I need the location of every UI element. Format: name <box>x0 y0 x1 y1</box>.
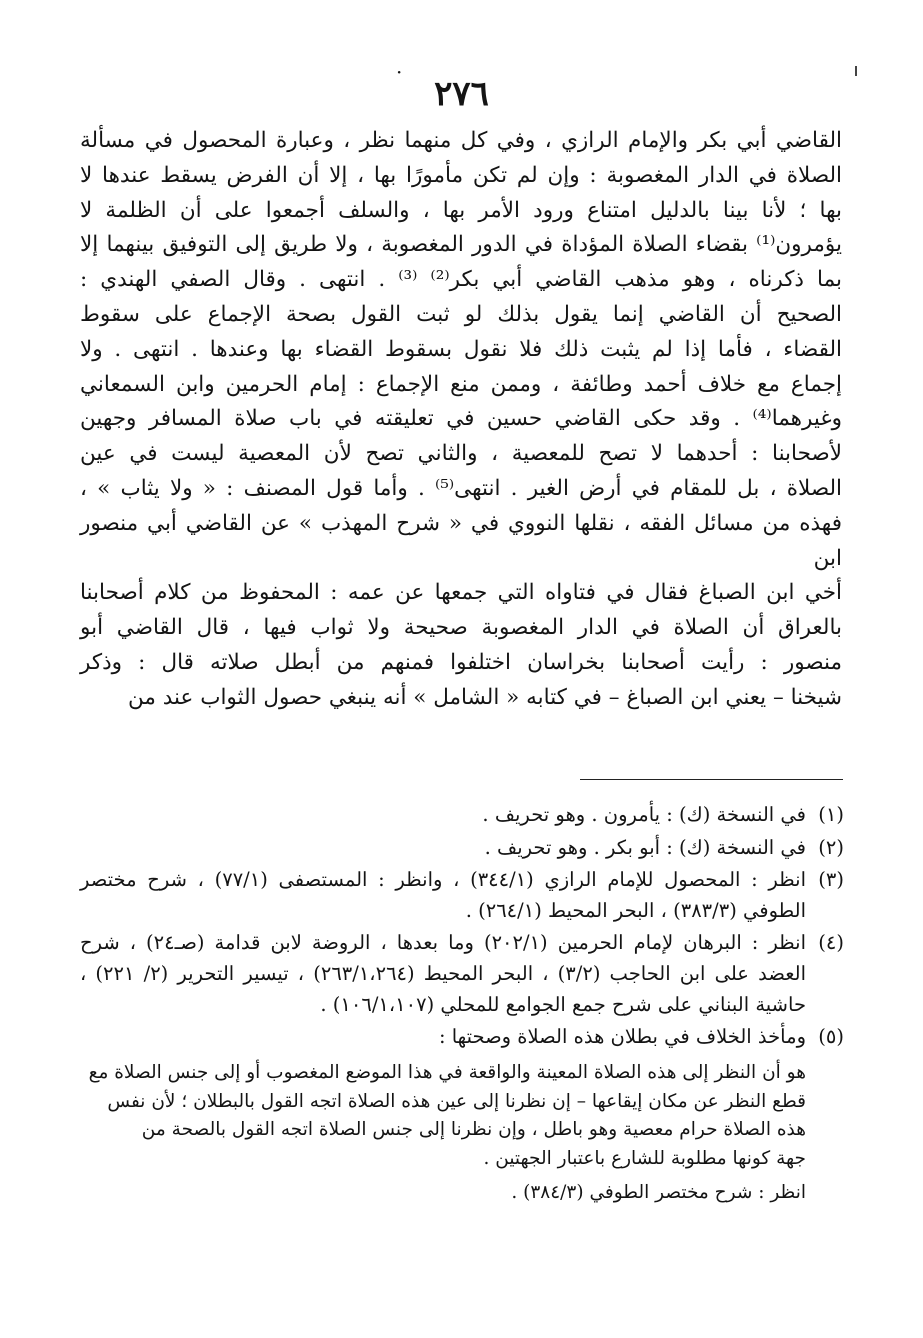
page-number: ٢٧٦ <box>434 74 489 114</box>
footnote-detail-line: هو أن النظر إلى هذه الصلاة المعينة والواقعة في هذا الموضع المغصوب أو إلى جنس الصلاة مع <box>88 1061 806 1083</box>
text-line: أخي ابن الصباغ فقال في فتاواه التي جمعها عن عمه : المحفوظ من كلام أصحابنا <box>80 580 842 606</box>
footnote-5 <box>80 1022 844 1053</box>
footnote-3 <box>80 865 844 926</box>
text-line: القضاء ، فأما إذا لم يثبت ذلك فلا نقول بسقوط القضاء بها وعندها . انتهى . ولا <box>80 336 842 362</box>
text-line: لأصحابنا : أحدهما لا تصح للمعصية ، والثاني تصح لأن المعصية ليست في عين <box>80 441 842 467</box>
text-line: يؤمرون⁽¹⁾ بقضاء الصلاة المؤداة في الدور المغصوبة ، ولا طريق إلى التوفيق بينهما إلا <box>80 232 842 258</box>
footnote-number: (٢) <box>818 835 844 859</box>
text-line: الصلاة في الدار المغصوبة : وإن لم تكن مأمورًا بها ، إلا أن الفرض يسقط عندها لا <box>80 162 842 188</box>
text-line: القاضي أبي بكر والإمام الرازي ، وفي كل منهما نظر ، وعبارة المحصول في مسألة <box>80 128 842 153</box>
text-line: بالعراق أن الصلاة في الدار المغصوبة صحيحة ولا ثواب فيها ، قال القاضي أبو <box>80 615 842 641</box>
footnote-1 <box>80 800 844 831</box>
text-line: بما ذكرناه ، وهو مذهب القاضي أبي بكر⁽²⁾ ⁽³⁾ . انتهى . وقال الصفي الهندي : <box>80 267 842 293</box>
footnote-number: (١) <box>818 803 844 826</box>
footnote-detail-line: هذه الصلاة حرام معصية وهو باطل ، وإن نظرنا إلى جنس الصلاة اتجه القول بالصحة من <box>141 1119 806 1141</box>
footnote-4 <box>80 928 844 1020</box>
text-line: فهذه من مسائل الفقه ، نقلها النووي في « شرح المهذب » عن القاضي أبي منصور ابن <box>80 510 842 571</box>
text-line: شيخنا – يعني ابن الصباغ – في كتابه « الشامل » أنه ينبغي حصول الثواب عند من <box>128 684 842 710</box>
footnote-text: ومأخذ الخلاف في بطلان هذه الصلاة وصحتها : <box>438 1025 806 1049</box>
footnote-text: انظر : المحصول للإمام الرازي (٣٤٤/١) ، وانظر : المستصفى (٧٧/١) ، شرح مختصر الطوفي (٣٨٣/٣) ، البحر المحيط (٢٦٤/١) . <box>80 868 806 922</box>
footnote-number: (٥) <box>818 1025 844 1049</box>
text-line: إجماع مع خلاف أحمد وطائفة ، وممن منع الإجماع : إمام الحرمين وابن السمعاني <box>80 371 842 397</box>
text-line: منصور : رأيت أصحابنا بخراسان اختلفوا فمنهم من أبطل صلاته قال : وذكر <box>80 649 842 675</box>
text-line: الصحيح أن القاضي إنما يقول بذلك لو ثبت القول بصحة الإجماع على سقوط <box>80 301 842 327</box>
footnote-detail-line: قطع النظر عن مكان إيقاعها – إن نظرنا إلى عين هذه الصلاة اتجه القول بالبطلان ؛ لأن نفس <box>107 1090 806 1112</box>
main-text <box>80 124 842 716</box>
footnote-separator <box>580 779 843 780</box>
footnote-text: انظر : البرهان لإمام الحرمين (٢٠٢/١) وما بعدها ، الروضة لابن قدامة (صـ٢٤) ، شرح العضد على ابن الحاجب (٣/٢) ، البحر المحيط (٢٦٣/١،٢٦٤) ، تيسير التحرير (٢/ ٢٢١) ، حاشية البناني على شرح جمع الجوامع للمحلي (١٠٦/١،١٠٧) . <box>80 931 807 1016</box>
footnote-5-reference: انظر : شرح مختصر الطوفي (٣٨٤/٣) . <box>511 1181 806 1203</box>
footnote-2 <box>80 833 844 864</box>
footnote-5-detail <box>80 1059 844 1174</box>
footnotes <box>80 800 844 1208</box>
page-number-dot: · <box>396 60 403 84</box>
footnote-detail-line: جهة كونها مطلوبة للشارع باعتبار الجهتين . <box>483 1148 806 1170</box>
footnote-number: (٤) <box>818 931 844 955</box>
footnote-text: في النسخة (ك) : يأمرون . وهو تحريف . <box>482 803 806 826</box>
text-line: وغيرهما⁽⁴⁾ . وقد حكى القاضي حسين في تعليقته في باب صلاة المسافر وجهين <box>80 406 842 432</box>
text-line: الصلاة ، بل للمقام في أرض الغير . انتهى⁽⁵⁾ . وأما قول المصنف : « ولا يثاب » ، <box>80 475 842 501</box>
text-line: بها ؛ لأنا بينا بالدليل امتناع ورود الأمر بها ، والسلف أجمعوا على أن الظلمة لا <box>80 197 842 223</box>
footnote-number: (٣) <box>818 868 844 892</box>
footnote-text: في النسخة (ك) : أبو بكر . وهو تحريف . <box>484 835 806 859</box>
